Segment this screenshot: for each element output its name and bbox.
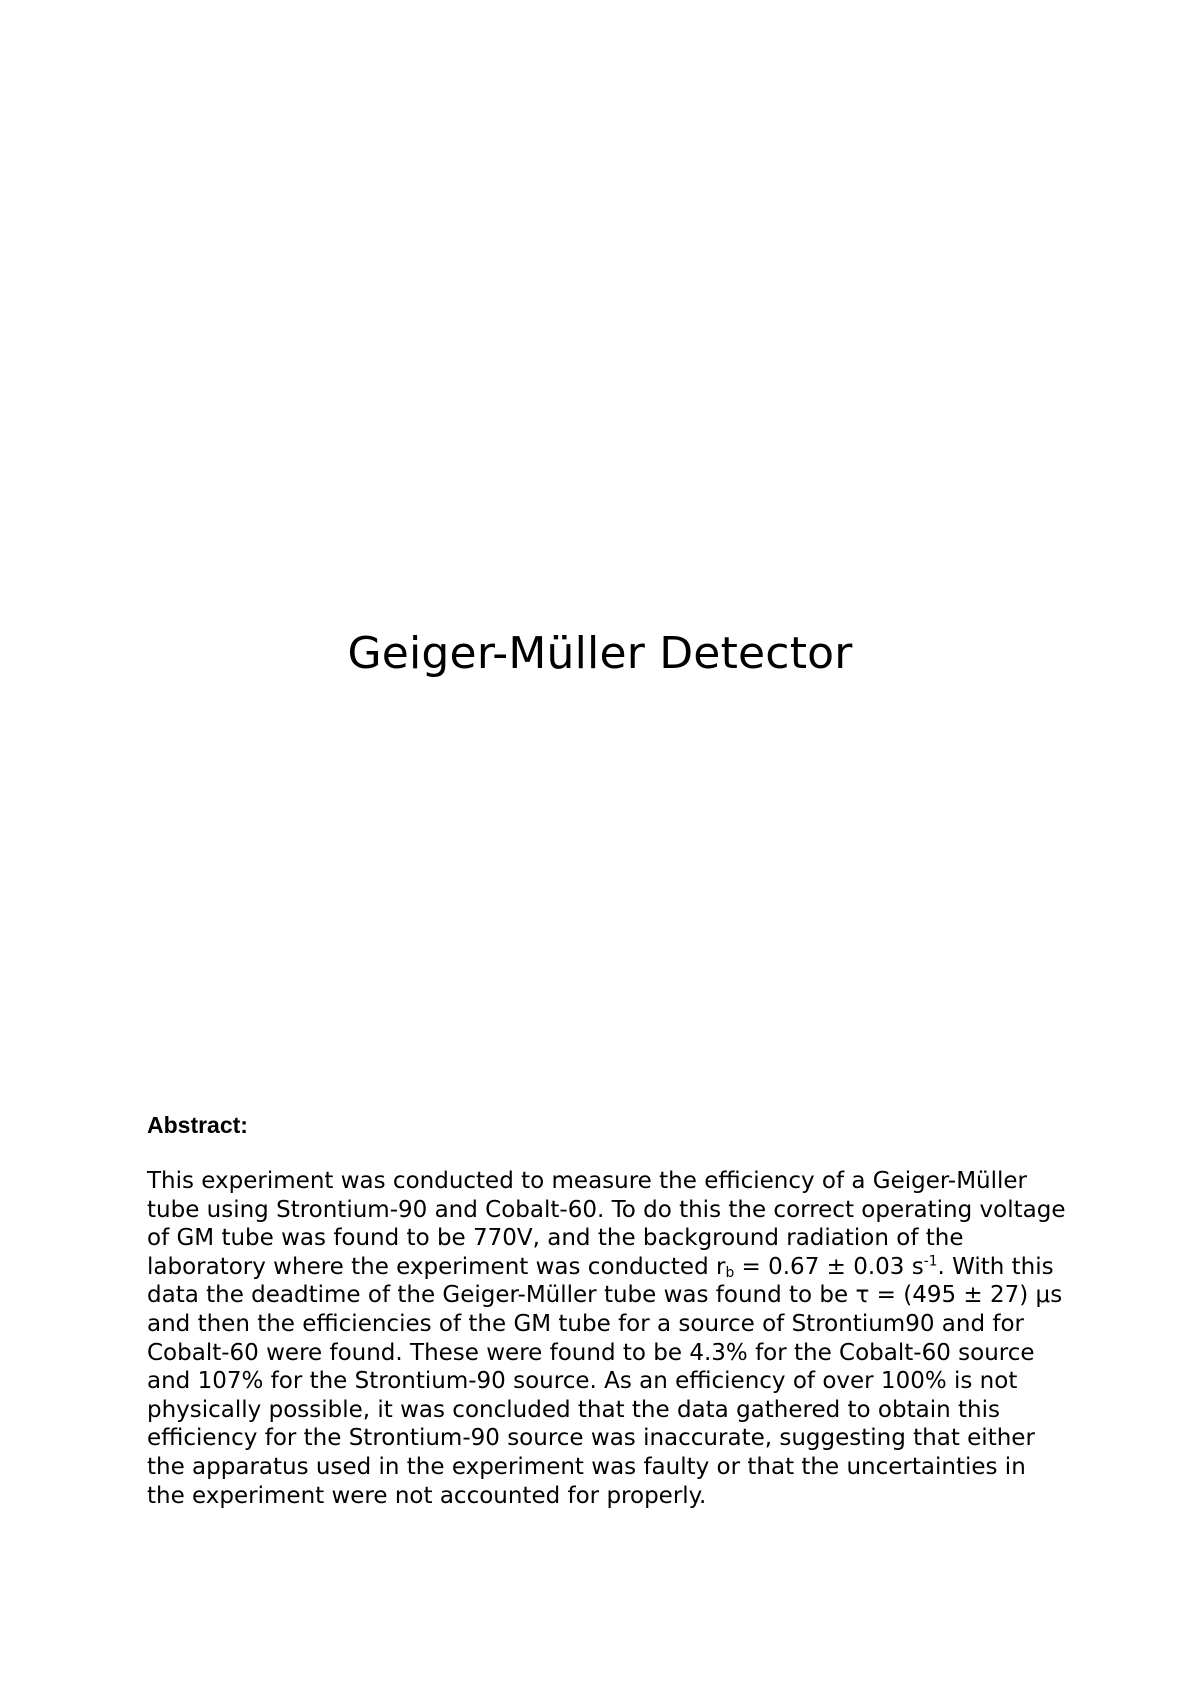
s-superscript: -1	[923, 1253, 938, 1270]
abstract-body	[147, 1167, 1067, 1510]
document-title: Geiger-Müller Detector	[347, 628, 853, 679]
abstract-text-part3: . With this data the deadtime of the Geiger-Müller tube was found to be τ = (495 ± 27) μs and then the efficiencies of the GM tube for a source of Strontium90 and for Cobalt-60 were found. These were found to be 4.3% for the Cobalt-60 source and 107% for the Strontium-90 source. As an efficiency of over 100% is not physically possible, it was concluded that the data gathered to obtain this efficiency for the Strontium-90 source was inaccurate, suggesting that either the apparatus used in the experiment was faulty or that the uncertainties in the experiment were not accounted for properly.	[147, 1253, 1063, 1509]
abstract-heading: Abstract:	[147, 1112, 248, 1138]
abstract-text-part1: This experiment was conducted to measure the efficiency of a Geiger-Müller tube using Strontium-90 and Cobalt-60. To do this the correct operating voltage of GM tube was found to be 770V, and the background radiation of the laboratory where the experiment was conducted r	[147, 1168, 1066, 1280]
abstract-text-part2: = 0.67 ± 0.03 s	[734, 1253, 924, 1280]
rb-subscript: b	[725, 1264, 735, 1281]
